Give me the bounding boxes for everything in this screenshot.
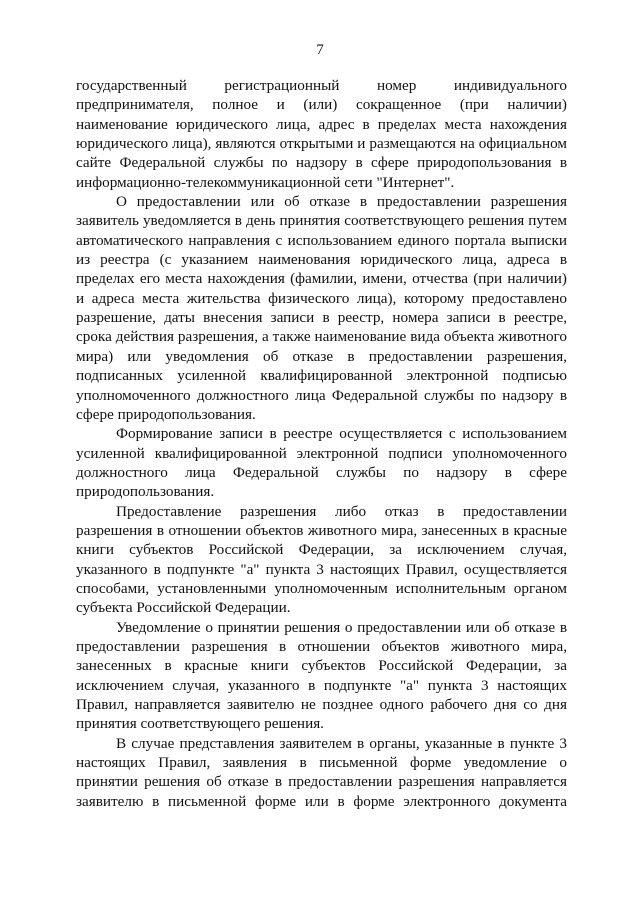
paragraph-6: В случае представления заявителем в органы, указанные в пункте 3 настоящих Правил, заявления в письменной форме уведомление о принятии решения об отказе в предоставлении разрешения направляется заявителю в письменной форме или в форме электронного документа: [76, 734, 567, 810]
body-text: [76, 76, 567, 811]
paragraph-3: Формирование записи в реестре осуществляется с использованием усиленной квалифицированной электронной подписи уполномоченного должностного лица Федеральной службы по надзору в сфере природопользования.: [76, 425, 567, 501]
paragraph-4: Предоставление разрешения либо отказ в предоставлении разрешения в отношении объектов животного мира, занесенных в красные книги субъектов Российской Федерации, за исключением случая, указанного в подпункте "а" пункта 3 настоящих Правил, осуществляется способами, установленными уполномоченным исполнительным органом субъекта Российской Федерации.: [76, 502, 567, 617]
page-number: 7: [316, 42, 324, 58]
paragraph-1: государственный регистрационный номер индивидуального предпринимателя, полное и (или) сокращенное (при наличии) наименование юридического лица, адрес в пределах места нахождения юридического лица), являются открытыми и размещаются на официальном сайте Федеральной службы по надзору в сфере природопользования в информационно-телекоммуникационной сети "Интернет".: [76, 77, 567, 191]
paragraph-5: Уведомление о принятии решения о предоставлении или об отказе в предоставлении разрешения в отношении объектов животного мира, занесенных в красные книги субъектов Российской Федерации, за исключением случая, указанного в подпункте "а" пункта 3 настоящих Правил, направляется заявителю не позднее одного рабочего дня со дня принятия соответствующего решения.: [76, 618, 567, 733]
paragraph-2: О предоставлении или об отказе в предоставлении разрешения заявитель уведомляется в день принятия соответствующего решения путем автоматического направления с использованием единого портала выписки из реестра (с указанием наименования юридического лица, адреса в пределах его места нахождения (фамилии, имени, отчества (при наличии) и адреса места жительства физического лица), которому предоставлено разрешение, даты внесения записи в реестр, номера записи в реестре, срока действия разрешения, а также наименование вида объекта животного мира) или уведомления об отказе в предоставлении разрешения, подписанных усиленной квалифицированной электронной подписью уполномоченного должностного лица Федеральной службы по надзору в сфере природопользования.: [76, 193, 567, 423]
